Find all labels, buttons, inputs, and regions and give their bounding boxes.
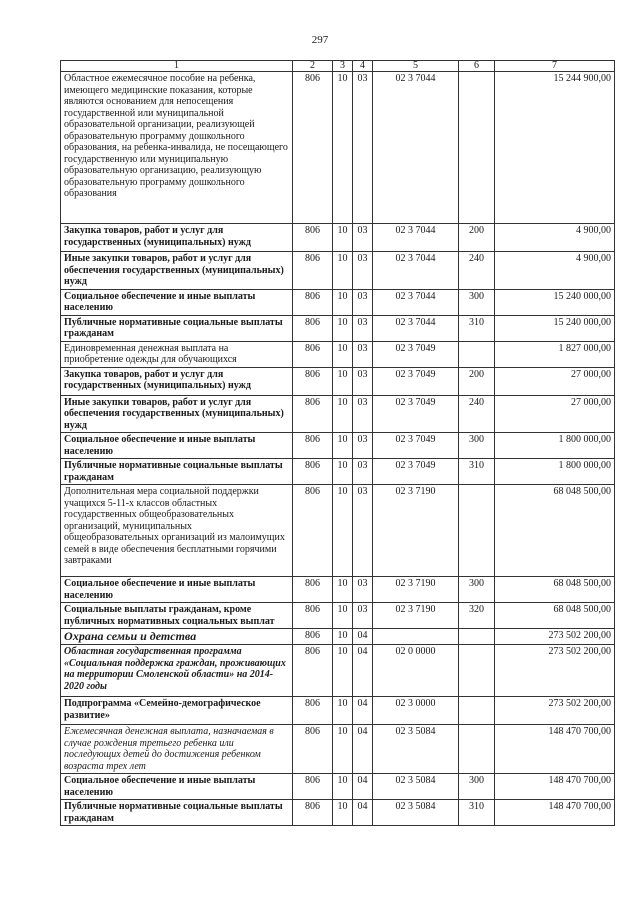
admin-code: 806 [293,224,333,252]
section-code: 10 [333,629,353,645]
amount: 68 048 500,00 [495,577,615,603]
admin-code: 806 [293,485,333,577]
row-description: Социальные выплаты гражданам, кроме публичных нормативных социальных выплат [61,603,293,629]
subsection-code: 04 [353,725,373,774]
header-cell: 1 [61,61,293,72]
expense-type-code [459,72,495,224]
section-code: 10 [333,341,353,367]
target-article-code: 02 3 7049 [373,341,459,367]
section-code: 10 [333,224,353,252]
table-row [61,774,615,800]
expense-type-code: 310 [459,315,495,341]
subsection-code: 03 [353,459,373,485]
row-description: Подпрограмма «Семейно-демографическое развитие» [61,697,293,725]
amount: 273 502 200,00 [495,697,615,725]
target-article-code: 02 3 7049 [373,395,459,433]
target-article-code: 02 3 7044 [373,252,459,290]
expense-type-code [459,485,495,577]
amount: 1 800 000,00 [495,433,615,459]
expense-type-code: 300 [459,433,495,459]
section-code: 10 [333,367,353,395]
section-code: 10 [333,577,353,603]
admin-code: 806 [293,725,333,774]
table-row [61,577,615,603]
target-article-code: 02 3 0000 [373,697,459,725]
row-description: Охрана семьи и детства [61,629,293,645]
expense-type-code: 300 [459,577,495,603]
header-cell: 4 [353,61,373,72]
section-code: 10 [333,697,353,725]
admin-code: 806 [293,645,333,697]
row-description: Публичные нормативные социальные выплаты гражданам [61,459,293,485]
target-article-code: 02 3 5084 [373,800,459,826]
row-description: Публичные нормативные социальные выплаты гражданам [61,800,293,826]
expense-type-code [459,645,495,697]
table-row [61,603,615,629]
expense-type-code: 200 [459,224,495,252]
subsection-code: 03 [353,577,373,603]
amount: 1 827 000,00 [495,341,615,367]
expense-type-code [459,697,495,725]
header-cell: 6 [459,61,495,72]
admin-code: 806 [293,341,333,367]
expense-type-code: 240 [459,252,495,290]
admin-code: 806 [293,774,333,800]
table-row [61,459,615,485]
table-row [61,289,615,315]
target-article-code: 02 3 7049 [373,367,459,395]
subsection-code: 03 [353,485,373,577]
row-description: Ежемесячная денежная выплата, назначаемая в случае рождения третьего ребенка или последующих детей до достижения ребенком возраста трех лет [61,725,293,774]
row-description: Иные закупки товаров, работ и услуг для обеспечения государственных (муниципальных) нужд [61,395,293,433]
section-code: 10 [333,800,353,826]
target-article-code [373,629,459,645]
budget-table [60,60,615,826]
amount: 4 900,00 [495,252,615,290]
subsection-code: 03 [353,289,373,315]
amount: 27 000,00 [495,367,615,395]
table-row [61,367,615,395]
expense-type-code: 200 [459,367,495,395]
section-code: 10 [333,72,353,224]
table-row [61,433,615,459]
target-article-code: 02 3 7190 [373,603,459,629]
header-cell: 2 [293,61,333,72]
amount: 15 240 000,00 [495,289,615,315]
expense-type-code: 310 [459,800,495,826]
target-article-code: 02 3 5084 [373,774,459,800]
section-code: 10 [333,459,353,485]
amount: 1 800 000,00 [495,459,615,485]
target-article-code: 02 3 7044 [373,224,459,252]
section-code: 10 [333,315,353,341]
row-description: Закупка товаров, работ и услуг для государственных (муниципальных) нужд [61,367,293,395]
table-row [61,341,615,367]
row-description: Публичные нормативные социальные выплаты гражданам [61,315,293,341]
section-code: 10 [333,433,353,459]
section-code: 10 [333,725,353,774]
amount: 68 048 500,00 [495,603,615,629]
page-number: 297 [311,34,329,46]
target-article-code: 02 0 0000 [373,645,459,697]
admin-code: 806 [293,459,333,485]
subsection-code: 03 [353,72,373,224]
table-row [61,252,615,290]
target-article-code: 02 3 5084 [373,725,459,774]
target-article-code: 02 3 7190 [373,577,459,603]
table-row [61,315,615,341]
expense-type-code: 320 [459,603,495,629]
row-description: Иные закупки товаров, работ и услуг для обеспечения государственных (муниципальных) нужд [61,252,293,290]
table-row [61,224,615,252]
target-article-code: 02 3 7044 [373,72,459,224]
row-description: Социальное обеспечение и иные выплаты населению [61,774,293,800]
amount: 15 240 000,00 [495,315,615,341]
subsection-code: 03 [353,367,373,395]
subsection-code: 03 [353,341,373,367]
expense-type-code: 300 [459,774,495,800]
section-code: 10 [333,774,353,800]
subsection-code: 04 [353,629,373,645]
amount: 273 502 200,00 [495,645,615,697]
table-row [61,485,615,577]
admin-code: 806 [293,315,333,341]
target-article-code: 02 3 7190 [373,485,459,577]
subsection-code: 03 [353,433,373,459]
table-row [61,725,615,774]
amount: 27 000,00 [495,395,615,433]
header-cell: 3 [333,61,353,72]
section-code: 10 [333,645,353,697]
admin-code: 806 [293,289,333,315]
section-code: 10 [333,289,353,315]
column-number-header [61,61,615,72]
header-cell: 5 [373,61,459,72]
subsection-code: 03 [353,252,373,290]
expense-type-code: 300 [459,289,495,315]
table-row [61,697,615,725]
subsection-code: 04 [353,697,373,725]
table-row [61,800,615,826]
row-description: Закупка товаров, работ и услуг для государственных (муниципальных) нужд [61,224,293,252]
expense-type-code [459,725,495,774]
admin-code: 806 [293,433,333,459]
target-article-code: 02 3 7044 [373,315,459,341]
admin-code: 806 [293,252,333,290]
expense-type-code [459,341,495,367]
row-description: Областное ежемесячное пособие на ребенка, имеющего медицинские показания, которые являются основанием для непосещения государственной или муниципальной образовательной организации, реализующей образовательную программу дошкольного образования, на ребенка-инвалида, не посещающего государственную или муниципальную образовательную организацию, реализующую образовательную программу дошкольного образования [61,72,293,224]
expense-type-code [459,629,495,645]
amount: 68 048 500,00 [495,485,615,577]
table-row [61,72,615,224]
admin-code: 806 [293,367,333,395]
target-article-code: 02 3 7044 [373,289,459,315]
table-row [61,629,615,645]
row-description: Областная государственная программа «Социальная поддержка граждан, проживающих на территории Смоленской области» на 2014-2020 годы [61,645,293,697]
subsection-code: 03 [353,315,373,341]
amount: 273 502 200,00 [495,629,615,645]
subsection-code: 04 [353,774,373,800]
section-code: 10 [333,485,353,577]
amount: 4 900,00 [495,224,615,252]
table-row [61,645,615,697]
admin-code: 806 [293,577,333,603]
row-description: Социальное обеспечение и иные выплаты населению [61,433,293,459]
target-article-code: 02 3 7049 [373,459,459,485]
row-description: Социальное обеспечение и иные выплаты населению [61,577,293,603]
subsection-code: 03 [353,603,373,629]
subsection-code: 03 [353,395,373,433]
admin-code: 806 [293,603,333,629]
admin-code: 806 [293,395,333,433]
subsection-code: 03 [353,224,373,252]
header-cell: 7 [495,61,615,72]
target-article-code: 02 3 7049 [373,433,459,459]
admin-code: 806 [293,629,333,645]
admin-code: 806 [293,800,333,826]
admin-code: 806 [293,697,333,725]
amount: 15 244 900,00 [495,72,615,224]
amount: 148 470 700,00 [495,800,615,826]
subsection-code: 04 [353,800,373,826]
amount: 148 470 700,00 [495,774,615,800]
row-description: Единовременная денежная выплата на приобретение одежды для обучающихся [61,341,293,367]
row-description: Социальное обеспечение и иные выплаты населению [61,289,293,315]
table-row [61,395,615,433]
section-code: 10 [333,603,353,629]
admin-code: 806 [293,72,333,224]
section-code: 10 [333,395,353,433]
section-code: 10 [333,252,353,290]
row-description: Дополнительная мера социальной поддержки учащихся 5-11-х классов областных государственных общеобразовательных организаций, муниципальных общеобразовательных организаций из малоимущих семей в виде обеспечения бесплатными горячими завтраками [61,485,293,577]
expense-type-code: 310 [459,459,495,485]
expense-type-code: 240 [459,395,495,433]
subsection-code: 04 [353,645,373,697]
amount: 148 470 700,00 [495,725,615,774]
